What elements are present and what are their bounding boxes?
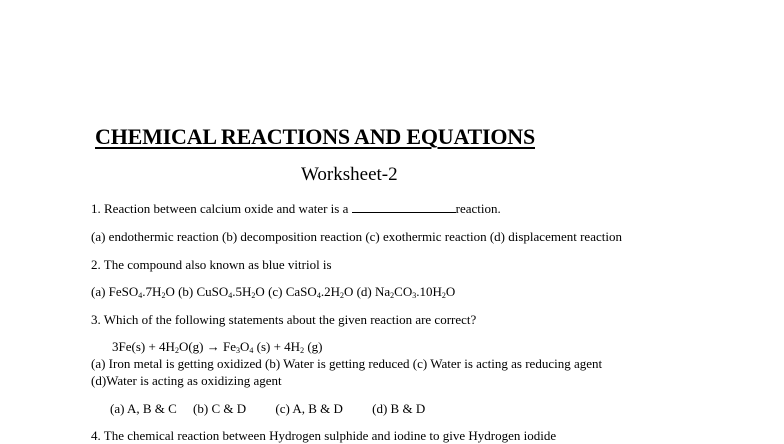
question-1-text-end: reaction.	[455, 201, 501, 216]
question-3-statements-2: (d)Water is acting as oxidizing agent	[91, 373, 282, 388]
question-3-statements-1: (a) Iron metal is getting oxidized (b) Water is getting reduced (c) Water is acting as reducing agent	[91, 356, 603, 371]
question-3-choices: (a) A, B & C (b) C & D (c) A, B & D (d) B & D	[110, 401, 426, 416]
question-1	[91, 201, 501, 217]
question-3: 3. Which of the following statements about the given reaction are correct?	[91, 312, 477, 327]
question-2-options: (a) $FeSO_4.7H_2O$ (b) $CuSO_4.5H_2O$ (c) $CaSO_4.2H_2O$ (d) $Na_2CO_3.10H_2O$	[91, 284, 456, 300]
question-1-options: (a) endothermic reaction (b) decomposition reaction (c) exothermic reaction (d) displacement reaction	[91, 229, 622, 244]
question-3-equation: $3Fe(s) + 4H_2O(g) \to Fe_3O_4$ $(s) + 4H_2$ (g)	[112, 339, 323, 355]
question-1-text: 1. Reaction between calcium oxide and water is a	[91, 201, 349, 216]
worksheet-subtitle: Worksheet-2	[301, 164, 398, 185]
worksheet-title: CHEMICAL REACTIONS AND EQUATIONS	[95, 124, 535, 149]
question-2: 2. The compound also known as blue vitriol is	[91, 257, 332, 272]
question-4: 4. The chemical reaction between Hydrogen sulphide and iodine to give Hydrogen iodide	[91, 428, 557, 443]
answer-blank	[352, 201, 456, 213]
